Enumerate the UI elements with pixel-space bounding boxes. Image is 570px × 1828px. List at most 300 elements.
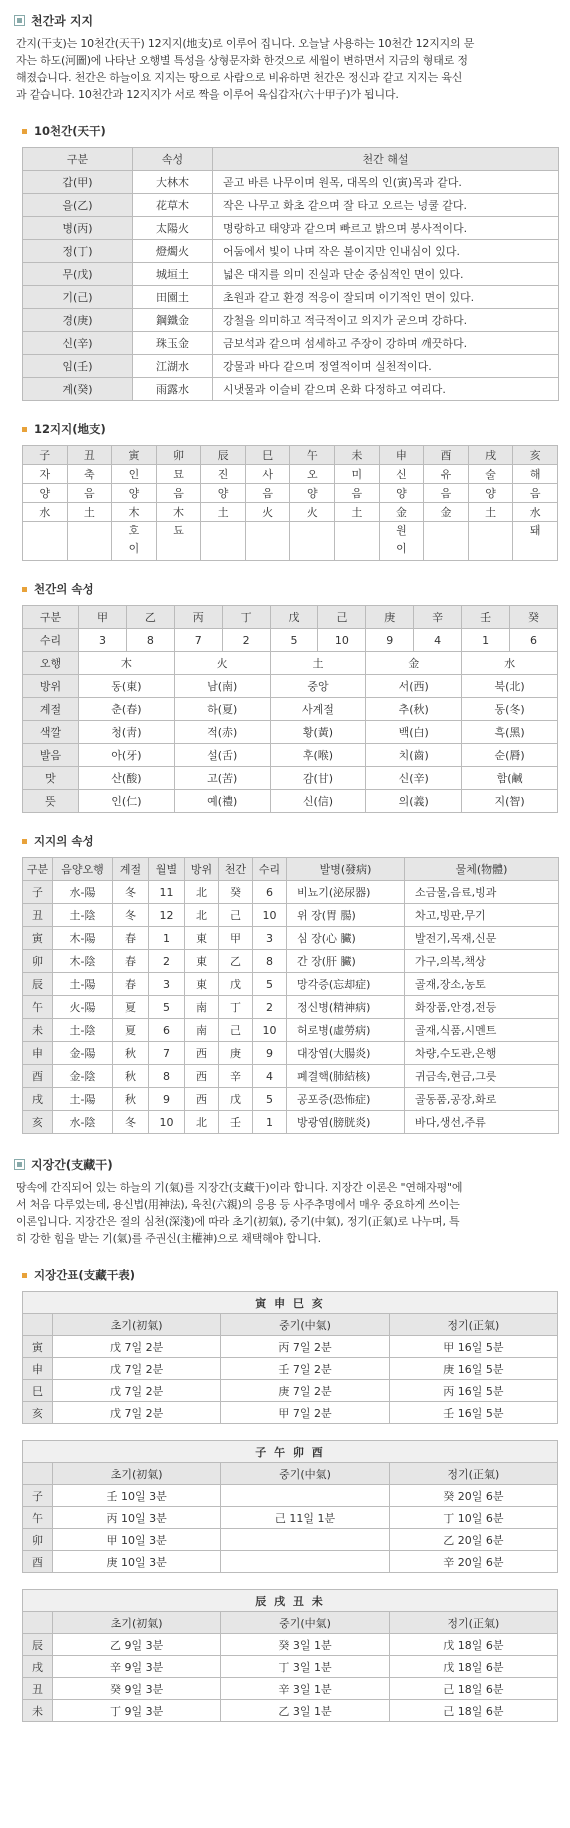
stem-cell: 己 xyxy=(318,606,366,629)
animal-cell xyxy=(245,522,290,561)
value-cell: 酉 xyxy=(23,1551,53,1573)
value-cell: 火-陽 xyxy=(53,996,113,1019)
animal-cell: 원 이 xyxy=(379,522,424,561)
value-cell: 차량,수도관,은행 xyxy=(405,1042,559,1065)
branch-cell: 火 xyxy=(245,503,290,522)
value-cell: 정신병(精神病) xyxy=(287,996,405,1019)
value-cell: 木-陽 xyxy=(53,927,113,950)
table-body xyxy=(23,171,559,401)
value-cell: 방광염(膀胱炎) xyxy=(287,1111,405,1134)
value-cell: 골동품,공장,화로 xyxy=(405,1088,559,1111)
table-row xyxy=(23,286,559,309)
branch-cell: 土 xyxy=(67,503,112,522)
branch-cell: 亥 xyxy=(513,446,558,465)
desc-cell: 시냇물과 이슬비 같으며 온화 다정하고 여리다. xyxy=(213,378,559,401)
value-cell: 丁 xyxy=(219,996,253,1019)
value-cell: 戊 7일 2분 xyxy=(53,1402,221,1424)
table-row xyxy=(23,904,559,927)
value-cell: 土-陽 xyxy=(53,973,113,996)
attr-cell: 珠玉金 xyxy=(133,332,213,355)
branch-cell: 신 xyxy=(379,465,424,484)
branch-cell: 土 xyxy=(335,503,380,522)
stem-cell: 庚 xyxy=(366,606,414,629)
attr-cell: 燈燭火 xyxy=(133,240,213,263)
value-cell: 丑 xyxy=(23,904,53,927)
table-row xyxy=(23,767,558,790)
value-cell: 망각증(忘却症) xyxy=(287,973,405,996)
value-cell: 土 xyxy=(270,652,366,675)
branch-cell: 巳 xyxy=(245,446,290,465)
table-row xyxy=(23,1485,558,1507)
table-row xyxy=(23,1402,558,1424)
value-cell: 2 xyxy=(222,629,270,652)
attr-cell: 雨露水 xyxy=(133,378,213,401)
value-cell: 癸 9일 3분 xyxy=(53,1678,221,1700)
table-12-jiji xyxy=(22,445,558,561)
desc-cell: 금보석과 같으며 섬세하고 주장이 강하며 깨끗하다. xyxy=(213,332,559,355)
subtitle-jijanggan-table: 지장간표(支藏干表) xyxy=(22,1267,560,1283)
value-cell: 壬 10일 3분 xyxy=(53,1485,221,1507)
value-cell: 辛 9일 3분 xyxy=(53,1656,221,1678)
header-cell: 물체(物體) xyxy=(405,858,559,881)
value-cell: 1 xyxy=(462,629,510,652)
value-cell: 공포증(恐怖症) xyxy=(287,1088,405,1111)
header-cell: 수리 xyxy=(253,858,287,881)
stem-cell: 신(辛) xyxy=(23,332,133,355)
value-cell: 지(智) xyxy=(462,790,558,813)
branch-cell: 酉 xyxy=(424,446,469,465)
table-row xyxy=(23,881,559,904)
table-header-row xyxy=(23,858,559,881)
value-cell: 戊 xyxy=(219,1088,253,1111)
value-cell: 西 xyxy=(185,1088,219,1111)
subtitle-10-cheongan: 10천간(天干) xyxy=(22,123,560,139)
value-cell: 土-陰 xyxy=(53,904,113,927)
value-cell: 西 xyxy=(185,1042,219,1065)
value-cell: 金-陰 xyxy=(53,1065,113,1088)
header-cell: 초기(初氣) xyxy=(53,1612,221,1634)
table-row xyxy=(23,675,558,698)
value-cell: 冬 xyxy=(113,1111,149,1134)
value-cell: 己 18일 6분 xyxy=(389,1700,557,1722)
jijanggan-group-table xyxy=(22,1291,558,1424)
value-cell: 7 xyxy=(174,629,222,652)
table-row xyxy=(23,194,559,217)
value-cell: 위 장(胃 腸) xyxy=(287,904,405,927)
table-row xyxy=(23,1358,558,1380)
value-cell: 戌 xyxy=(23,1088,53,1111)
desc-cell: 어둠에서 빛이 나며 작은 불이지만 인내심이 있다. xyxy=(213,240,559,263)
desc-cell: 강물과 바다 같으며 정열적이며 실천적이다. xyxy=(213,355,559,378)
section-title-jijanggan: 지장간(支藏干) xyxy=(14,1156,560,1173)
value-cell: 2 xyxy=(253,996,287,1019)
branch-cell: 양 xyxy=(468,484,513,503)
value-cell: 사계절 xyxy=(270,698,366,721)
value-cell: 子 xyxy=(23,881,53,904)
value-cell: 가구,의복,책상 xyxy=(405,950,559,973)
value-cell: 金 xyxy=(366,652,462,675)
value-cell: 11 xyxy=(149,881,185,904)
table-row xyxy=(23,1019,559,1042)
value-cell: 冬 xyxy=(113,904,149,927)
value-cell: 丑 xyxy=(23,1678,53,1700)
stem-cell: 을(乙) xyxy=(23,194,133,217)
group-title: 寅 申 巳 亥 xyxy=(23,1292,558,1314)
table-row xyxy=(23,332,559,355)
table-row xyxy=(23,1678,558,1700)
table-row xyxy=(23,1700,558,1722)
orange-bullet-icon xyxy=(22,587,27,592)
value-cell: 東 xyxy=(185,973,219,996)
subtitle-cheongan-attr: 천간의 속성 xyxy=(22,581,560,597)
value-cell: 辛 20일 6분 xyxy=(389,1551,557,1573)
branch-cell: 火 xyxy=(290,503,335,522)
value-cell: 甲 10일 3분 xyxy=(53,1529,221,1551)
stem-cell: 계(癸) xyxy=(23,378,133,401)
branch-cell: 오 xyxy=(290,465,335,484)
group-title-row xyxy=(23,1590,558,1612)
header-cell: 초기(初氣) xyxy=(53,1463,221,1485)
value-cell: 신(辛) xyxy=(366,767,462,790)
value-cell: 酉 xyxy=(23,1065,53,1088)
table-row xyxy=(23,996,559,1019)
value-cell: 春 xyxy=(113,927,149,950)
group-title: 子 午 卯 酉 xyxy=(23,1441,558,1463)
value-cell: 辛 xyxy=(219,1065,253,1088)
branch-cell: 水 xyxy=(23,503,68,522)
stem-cell: 丁 xyxy=(222,606,270,629)
value-cell: 12 xyxy=(149,904,185,927)
value-cell: 인(仁) xyxy=(79,790,175,813)
value-cell: 대장염(大腸炎) xyxy=(287,1042,405,1065)
value-cell: 癸 3일 1분 xyxy=(221,1634,389,1656)
branch-cell: 金 xyxy=(379,503,424,522)
header-cell xyxy=(23,1463,53,1485)
stem-cell: 壬 xyxy=(462,606,510,629)
table-row xyxy=(23,240,559,263)
header-cell: 음양오행 xyxy=(53,858,113,881)
branch-cell: 戌 xyxy=(468,446,513,465)
value-cell: 庚 xyxy=(219,1042,253,1065)
value-cell: 신(信) xyxy=(270,790,366,813)
value-cell: 5 xyxy=(270,629,318,652)
table-row xyxy=(23,503,558,522)
branch-cell: 자 xyxy=(23,465,68,484)
value-cell: 乙 9일 3분 xyxy=(53,1634,221,1656)
value-cell: 10 xyxy=(253,1019,287,1042)
branch-cell: 양 xyxy=(112,484,157,503)
value-cell: 癸 xyxy=(219,881,253,904)
page xyxy=(10,0,560,1722)
value-cell: 秋 xyxy=(113,1088,149,1111)
animal-cell xyxy=(67,522,112,561)
stem-cell: 戊 xyxy=(270,606,318,629)
value-cell: 北 xyxy=(185,904,219,927)
branch-cell: 土 xyxy=(468,503,513,522)
value-cell: 卯 xyxy=(23,950,53,973)
value-cell: 흑(黑) xyxy=(462,721,558,744)
value-cell: 己 18일 6분 xyxy=(389,1678,557,1700)
branch-cell: 해 xyxy=(513,465,558,484)
label-cell: 색깔 xyxy=(23,721,79,744)
value-cell: 허로병(虛勞病) xyxy=(287,1019,405,1042)
header-cell xyxy=(23,1612,53,1634)
value-cell: 심 장(心 臟) xyxy=(287,927,405,950)
value-cell: 골재,장소,농토 xyxy=(405,973,559,996)
branch-cell: 미 xyxy=(335,465,380,484)
branch-cell: 인 xyxy=(112,465,157,484)
label-cell: 오행 xyxy=(23,652,79,675)
value-cell: 丁 10일 6분 xyxy=(389,1507,557,1529)
branch-cell: 음 xyxy=(245,484,290,503)
table-row xyxy=(23,309,559,332)
label-cell: 발음 xyxy=(23,744,79,767)
value-cell: 己 xyxy=(219,1019,253,1042)
value-cell: 후(喉) xyxy=(270,744,366,767)
table-header-row xyxy=(23,1463,558,1485)
value-cell: 8 xyxy=(253,950,287,973)
value-cell: 己 xyxy=(219,904,253,927)
value-cell: 庚 16일 5분 xyxy=(389,1358,557,1380)
value-cell: 壬 16일 5분 xyxy=(389,1402,557,1424)
value-cell: 庚 7일 2분 xyxy=(221,1380,389,1402)
table-row xyxy=(23,1065,559,1088)
value-cell: 癸 20일 6분 xyxy=(389,1485,557,1507)
value-cell: 水-陰 xyxy=(53,1111,113,1134)
value-cell: 중앙 xyxy=(270,675,366,698)
table-row xyxy=(23,1507,558,1529)
value-cell: 추(秋) xyxy=(366,698,462,721)
branch-cell: 未 xyxy=(335,446,380,465)
table-row xyxy=(23,446,558,465)
value-cell: 설(舌) xyxy=(174,744,270,767)
value-cell: 水-陽 xyxy=(53,881,113,904)
header-cell: 중기(中氣) xyxy=(221,1612,389,1634)
value-cell: 1 xyxy=(253,1111,287,1134)
branch-cell: 유 xyxy=(424,465,469,484)
branch-cell: 辰 xyxy=(201,446,246,465)
table-row xyxy=(23,927,559,950)
header-cell: 초기(初氣) xyxy=(53,1314,221,1336)
value-cell: 귀금속,현금,그릇 xyxy=(405,1065,559,1088)
value-cell: 甲 16일 5분 xyxy=(389,1336,557,1358)
branch-cell: 寅 xyxy=(112,446,157,465)
jijanggan-tables xyxy=(10,1291,560,1722)
branch-cell: 축 xyxy=(67,465,112,484)
value-cell: 亥 xyxy=(23,1111,53,1134)
label-cell: 방위 xyxy=(23,675,79,698)
value-cell: 4 xyxy=(414,629,462,652)
value-cell: 木 xyxy=(79,652,175,675)
branch-cell: 木 xyxy=(156,503,201,522)
value-cell: 6 xyxy=(510,629,558,652)
value-cell: 戌 xyxy=(23,1656,53,1678)
table-row xyxy=(23,1380,558,1402)
table-row xyxy=(23,522,558,561)
value-cell: 寅 xyxy=(23,927,53,950)
branch-cell: 음 xyxy=(67,484,112,503)
value-cell: 청(靑) xyxy=(79,721,175,744)
table-row xyxy=(23,1634,558,1656)
value-cell: 壬 7일 2분 xyxy=(221,1358,389,1380)
value-cell: 北 xyxy=(185,881,219,904)
value-cell: 亥 xyxy=(23,1402,53,1424)
stem-cell: 癸 xyxy=(510,606,558,629)
branch-cell: 음 xyxy=(156,484,201,503)
branch-cell: 양 xyxy=(290,484,335,503)
value-cell: 土-陽 xyxy=(53,1088,113,1111)
table-row xyxy=(23,1088,559,1111)
value-cell: 백(白) xyxy=(366,721,462,744)
value-cell: 戊 7일 2분 xyxy=(53,1358,221,1380)
value-cell: 申 xyxy=(23,1358,53,1380)
value-cell: 골재,식품,시멘트 xyxy=(405,1019,559,1042)
header-cell: 정기(正氣) xyxy=(389,1463,557,1485)
value-cell: 辰 xyxy=(23,973,53,996)
header-cell: 정기(正氣) xyxy=(389,1612,557,1634)
table-jiji-attr xyxy=(22,857,559,1134)
value-cell: 丁 9일 3분 xyxy=(53,1700,221,1722)
branch-cell: 土 xyxy=(201,503,246,522)
animal-cell: 됴 xyxy=(156,522,201,561)
value-cell: 간 장(肝 臟) xyxy=(287,950,405,973)
branch-cell: 술 xyxy=(468,465,513,484)
value-cell: 金-陽 xyxy=(53,1042,113,1065)
value-cell: 10 xyxy=(318,629,366,652)
value-cell: 子 xyxy=(23,1485,53,1507)
value-cell: 3 xyxy=(79,629,127,652)
branch-cell: 양 xyxy=(379,484,424,503)
table-row xyxy=(23,790,558,813)
group-title-row xyxy=(23,1441,558,1463)
table-header-row xyxy=(23,1612,558,1634)
value-cell: 戊 18일 6분 xyxy=(389,1634,557,1656)
branch-cell: 진 xyxy=(201,465,246,484)
orange-bullet-icon xyxy=(22,427,27,432)
branch-cell: 卯 xyxy=(156,446,201,465)
value-cell: 산(酸) xyxy=(79,767,175,790)
value-cell: 春 xyxy=(113,973,149,996)
value-cell: 예(禮) xyxy=(174,790,270,813)
table-row xyxy=(23,1656,558,1678)
value-cell: 차고,빙판,무기 xyxy=(405,904,559,927)
animal-cell: 호 이 xyxy=(112,522,157,561)
table-row xyxy=(23,378,559,401)
value-cell: 丙 10일 3분 xyxy=(53,1507,221,1529)
value-cell: 秋 xyxy=(113,1065,149,1088)
value-cell: 발전기,목재,신문 xyxy=(405,927,559,950)
table-row xyxy=(23,171,559,194)
value-cell: 未 xyxy=(23,1019,53,1042)
value-cell: 木-陰 xyxy=(53,950,113,973)
value-cell: 夏 xyxy=(113,1019,149,1042)
branch-cell: 水 xyxy=(513,503,558,522)
branch-cell: 丑 xyxy=(67,446,112,465)
value-cell: 巳 xyxy=(23,1380,53,1402)
value-cell: 乙 xyxy=(219,950,253,973)
value-cell: 冬 xyxy=(113,881,149,904)
stem-cell: 무(戊) xyxy=(23,263,133,286)
animal-cell xyxy=(424,522,469,561)
value-cell: 丙 7일 2분 xyxy=(221,1336,389,1358)
table-row xyxy=(23,721,558,744)
desc-cell: 곧고 바른 나무이며 원목, 대목의 인(寅)목과 같다. xyxy=(213,171,559,194)
stem-cell: 임(壬) xyxy=(23,355,133,378)
value-cell: 황(黃) xyxy=(270,721,366,744)
value-cell: 남(南) xyxy=(174,675,270,698)
table-row xyxy=(23,652,558,675)
value-cell: 소금물,음료,빙과 xyxy=(405,881,559,904)
stem-cell: 갑(甲) xyxy=(23,171,133,194)
stem-cell: 辛 xyxy=(414,606,462,629)
attr-cell: 鋼鐵金 xyxy=(133,309,213,332)
value-cell: 戊 xyxy=(219,973,253,996)
value-cell: 4 xyxy=(253,1065,287,1088)
table-row xyxy=(23,484,558,503)
value-cell: 甲 7일 2분 xyxy=(221,1402,389,1424)
attr-cell: 城垣土 xyxy=(133,263,213,286)
group-title-row xyxy=(23,1292,558,1314)
attr-cell: 大林木 xyxy=(133,171,213,194)
header-cell: 방위 xyxy=(185,858,219,881)
label-cell: 맛 xyxy=(23,767,79,790)
value-cell: 비뇨기(泌尿器) xyxy=(287,881,405,904)
value-cell: 庚 10일 3분 xyxy=(53,1551,221,1573)
branch-cell: 양 xyxy=(201,484,246,503)
desc-cell: 명랑하고 태양과 같으며 빠르고 밝으며 봉사적이다. xyxy=(213,217,559,240)
value-cell: 乙 3일 1분 xyxy=(221,1700,389,1722)
animal-cell xyxy=(23,522,68,561)
value-cell: 西 xyxy=(185,1065,219,1088)
value-cell: 3 xyxy=(149,973,185,996)
value-cell: 寅 xyxy=(23,1336,53,1358)
value-cell: 丁 3일 1분 xyxy=(221,1656,389,1678)
header-cell: 구분 xyxy=(23,858,53,881)
value-cell: 5 xyxy=(253,1088,287,1111)
desc-cell: 초원과 같고 환경 적응이 잘되며 이기적인 면이 있다. xyxy=(213,286,559,309)
branch-cell: 사 xyxy=(245,465,290,484)
value-cell: 화장품,안경,전등 xyxy=(405,996,559,1019)
value-cell: 土-陰 xyxy=(53,1019,113,1042)
value-cell: 북(北) xyxy=(462,675,558,698)
stem-cell: 병(丙) xyxy=(23,217,133,240)
desc-cell: 넓은 대지를 의미 진실과 단순 중심적인 면이 있다. xyxy=(213,263,559,286)
value-cell: 10 xyxy=(253,904,287,927)
orange-bullet-icon xyxy=(22,839,27,844)
value-cell: 동(東) xyxy=(79,675,175,698)
value-cell: 감(甘) xyxy=(270,767,366,790)
animal-cell xyxy=(468,522,513,561)
value-cell xyxy=(221,1485,389,1507)
value-cell: 5 xyxy=(253,973,287,996)
branch-cell: 양 xyxy=(23,484,68,503)
header-cell: 중기(中氣) xyxy=(221,1314,389,1336)
jijanggan-group-table xyxy=(22,1589,558,1722)
value-cell: 1 xyxy=(149,927,185,950)
table-cheongan-attr xyxy=(22,605,558,813)
table-row xyxy=(23,1042,559,1065)
value-cell: 甲 xyxy=(219,927,253,950)
jijanggan-paragraph: 땅속에 간직되어 있는 하늘의 기(氣)를 지장간(支藏干)이라 합니다. 지장간 이론은 "연해자평"에 서 처음 다루었는데, 용신법(用神法), 육친(六親)의 응용 등 사주추명에서 매우 중요하게 쓰이는 이론입니다. 지장간은 절의 심천(深淺)에 따라 초기(初氣), 중기(中氣), 정기(正氣)로 나누며, 특 히 강한 힘을 받는 기(氣)를 주권신(主權神)으로 채택해야 합니다. xyxy=(16,1181,463,1245)
value-cell: 하(夏) xyxy=(174,698,270,721)
value-cell: 적(赤) xyxy=(174,721,270,744)
value-cell: 아(牙) xyxy=(79,744,175,767)
label-cell: 계절 xyxy=(23,698,79,721)
value-cell: 秋 xyxy=(113,1042,149,1065)
branch-cell: 金 xyxy=(424,503,469,522)
value-cell: 8 xyxy=(126,629,174,652)
jijanggan-group-table xyxy=(22,1440,558,1573)
